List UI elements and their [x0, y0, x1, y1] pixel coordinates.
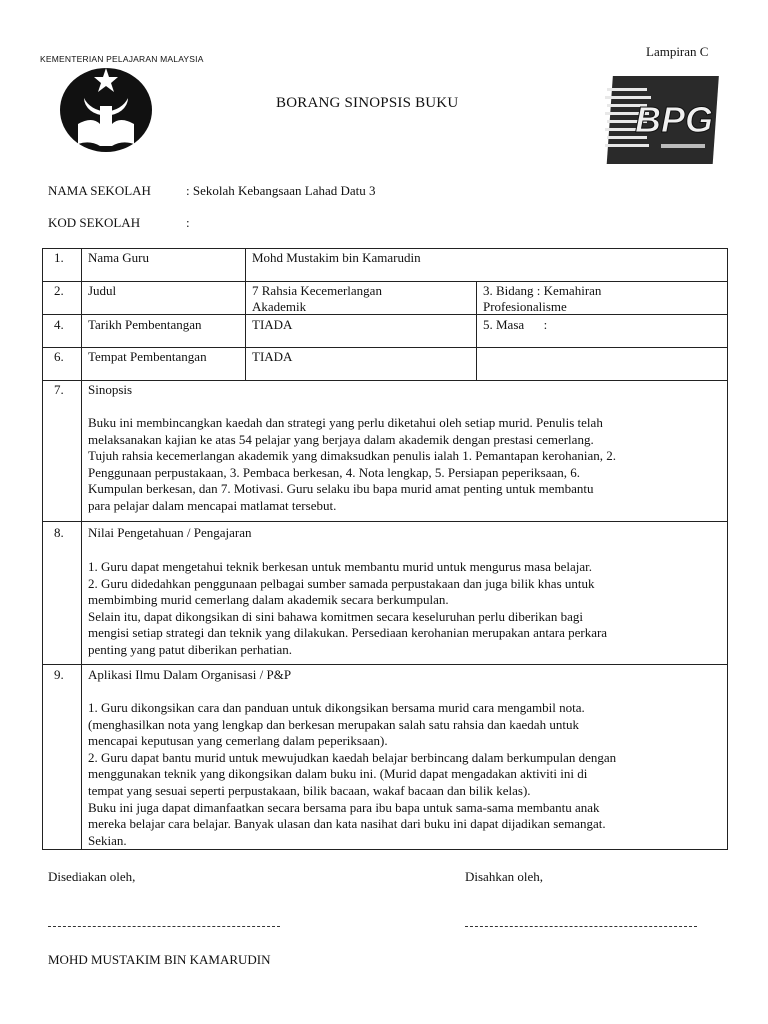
- row-number: 7.: [54, 382, 64, 397]
- field-label-line-2: Profesionalisme: [483, 299, 567, 314]
- bpg-logo-text: BPG: [635, 99, 714, 140]
- page-title: BORANG SINOPSIS BUKU: [276, 95, 459, 111]
- bpg-logo: [603, 74, 721, 166]
- ministry-logo: [40, 54, 204, 170]
- approved-by-label: Disahkan oleh,: [465, 869, 543, 884]
- row-number: 8.: [54, 525, 64, 540]
- presentation-date-label: Tarikh Pembentangan: [88, 317, 202, 332]
- knowledge-value-label: Nilai Pengetahuan / Pengajaran: [88, 525, 252, 540]
- book-title-line-1: 7 Rahsia Kecemerlangan: [252, 283, 382, 298]
- synopsis-label: Sinopsis: [88, 382, 133, 397]
- school-code-value: :: [186, 215, 190, 230]
- book-title-label: Judul: [88, 283, 117, 298]
- teacher-name-value: Mohd Mustakim bin Kamarudin: [252, 250, 421, 265]
- school-name-value: : Sekolah Kebangsaan Lahad Datu 3: [186, 183, 376, 198]
- application-text: 1. Guru dikongsikan cara dan panduan untuk dikongsikan bersama murid cara mengambil nota. (menghasilkan nota yang lengkap dan berkesan merupakan salah satu rahsia dan kaedah untuk mencapai keputusan yang cemerlang dalam peperiksaan). 2. Guru dapat bantu murid untuk mewujudkan kaedah belajar berbincang dalam berkumpulan dengan menggunakan teknik yang dikongsikan dalam buku ini. (Murid dapat mengadakan aktiviti ini di tempat yang sesuai seperti perpustakaan, bilik bacaan, wakaf bacaan dan bilik kelas). Buku ini juga dapat dimanfaatkan secara bersama para ibu bapa untuk sama-sama membantu anak mereka belajar cara belajar. Banyak ulasan dan kata nasihat dari buku ini dapat dijadikan semangat. Sekian.: [88, 700, 617, 848]
- knowledge-value-text: 1. Guru dapat mengetahui teknik berkesan untuk membantu murid untuk mengurus masa belajar. 2. Guru didedahkan penggunaan pelbagai sumber samada perpustakaan dan juga bilik khas untuk membimbing murid cemerlang dalam akademik secara berkumpulan. Selain itu, dapat dikongsikan di sini bahawa komitmen secara keseluruhan perlu diberikan bagi mengisi setiap strategi dan teknik yang dilakukan. Persediaan kerohanian merupakan antara perkara penting yang patut diberikan perhatian.: [88, 559, 608, 657]
- time-label: 5. Masa :: [483, 317, 548, 332]
- synopsis-text: Buku ini membincangkan kaedah dan strategi yang perlu diketahui oleh setiap murid. Penulis telah melaksanakan kajian ke atas 54 pelajar yang berjaya dalam akademik dengan prestasi cemerlang. Tujuh rahsia kecemerlangan akademik yang dimaksudkan penulis ialah 1. Pemantapan kerohanian, 2. Penggunaan perpustakaan, 3. Pembaca berkesan, 4. Nota lengkap, 5. Persiapan peperiksaan, 6. Kumpulan berkesan, dan 7. Motivasi. Guru selaku ibu bapa murid amat penting untuk membantu para pelajar dalam mencapai matlamat tersebut.: [88, 415, 617, 513]
- presentation-date-value: TIADA: [252, 317, 293, 332]
- presentation-venue-value: TIADA: [252, 349, 293, 364]
- teacher-name-label: Nama Guru: [88, 250, 150, 265]
- row-number: 6.: [54, 349, 64, 364]
- row-number: 4.: [54, 317, 64, 332]
- school-code-label: KOD SEKOLAH: [48, 215, 141, 230]
- ministry-logo-text: KEMENTERIAN PELAJARAN MALAYSIA: [40, 54, 204, 64]
- row-number: 9.: [54, 667, 64, 682]
- preparer-name: MOHD MUSTAKIM BIN KAMARUDIN: [48, 952, 271, 967]
- attachment-label: Lampiran C: [646, 44, 709, 59]
- row-number: 2.: [54, 283, 64, 298]
- signature-line-approved: [465, 926, 697, 927]
- synopsis-form-table: [42, 248, 728, 850]
- row-number: 1.: [54, 250, 64, 265]
- school-name-label: NAMA SEKOLAH: [48, 183, 151, 198]
- prepared-by-label: Disediakan oleh,: [48, 869, 136, 884]
- signature-line-prepared: [48, 926, 280, 927]
- application-label: Aplikasi Ilmu Dalam Organisasi / P&P: [88, 667, 292, 682]
- book-title-line-2: Akademik: [252, 299, 307, 314]
- field-label-line-1: 3. Bidang : Kemahiran: [483, 283, 602, 298]
- presentation-venue-label: Tempat Pembentangan: [88, 349, 207, 364]
